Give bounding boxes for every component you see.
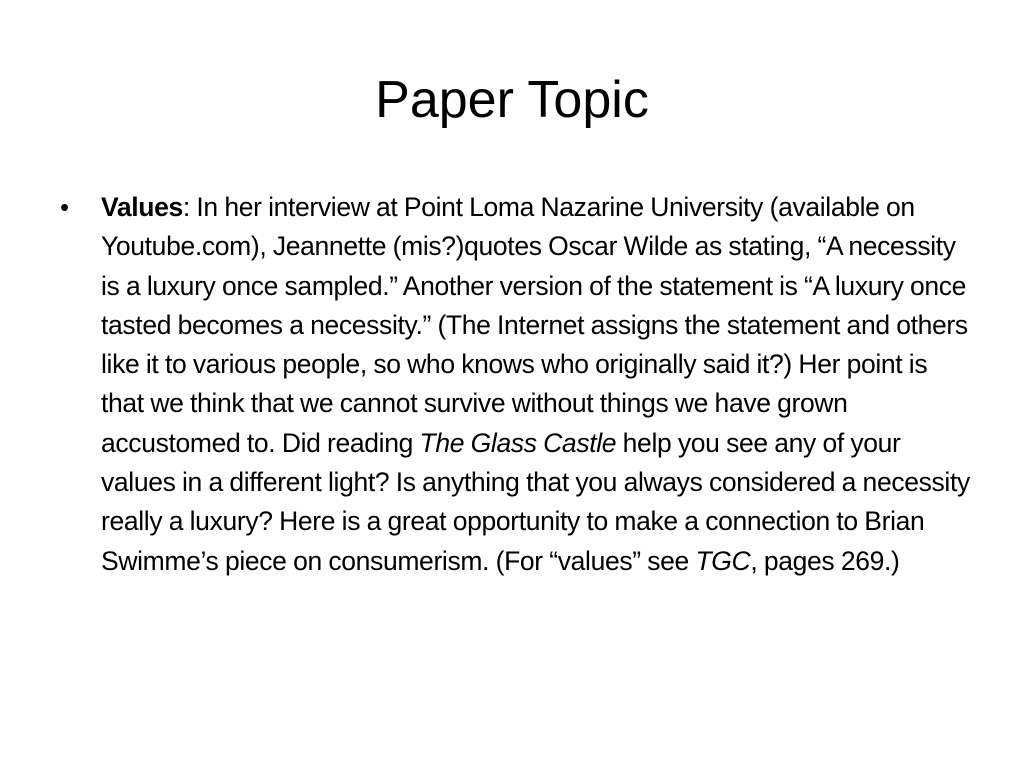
bullet-label: Values	[101, 192, 183, 222]
book-abbrev: TGC	[695, 545, 751, 576]
slide-title: Paper Topic	[375, 71, 649, 129]
book-title: The Glass Castle	[419, 427, 617, 458]
bullet-list	[60, 188, 970, 581]
bullet-text-part1: : In her interview at Point Loma Nazarine University (available on Youtube.com), Jeannette (mis?)quotes Oscar Wilde as stating, “A necessity is a luxury once sampled.” Another version of the statement is “A luxury once tasted becomes a necessity.” (The Internet assigns the statement and others like it to various people, so who knows who originally said it?) Her point is that we think that we cannot survive without things we have grown accustomed to. Did reading	[101, 192, 968, 458]
bullet-item-values	[60, 188, 970, 581]
bullet-text-part3: , pages 269.)	[750, 545, 900, 576]
bullet-text-part2: help you see any of your values in a different light? Is anything that you always considered a necessity really a luxury? Here is a great opportunity to make a connection to Brian Swimme’s piece on consumerism. (For “values” see	[101, 427, 970, 576]
bullet-dot-icon: •	[60, 192, 69, 222]
